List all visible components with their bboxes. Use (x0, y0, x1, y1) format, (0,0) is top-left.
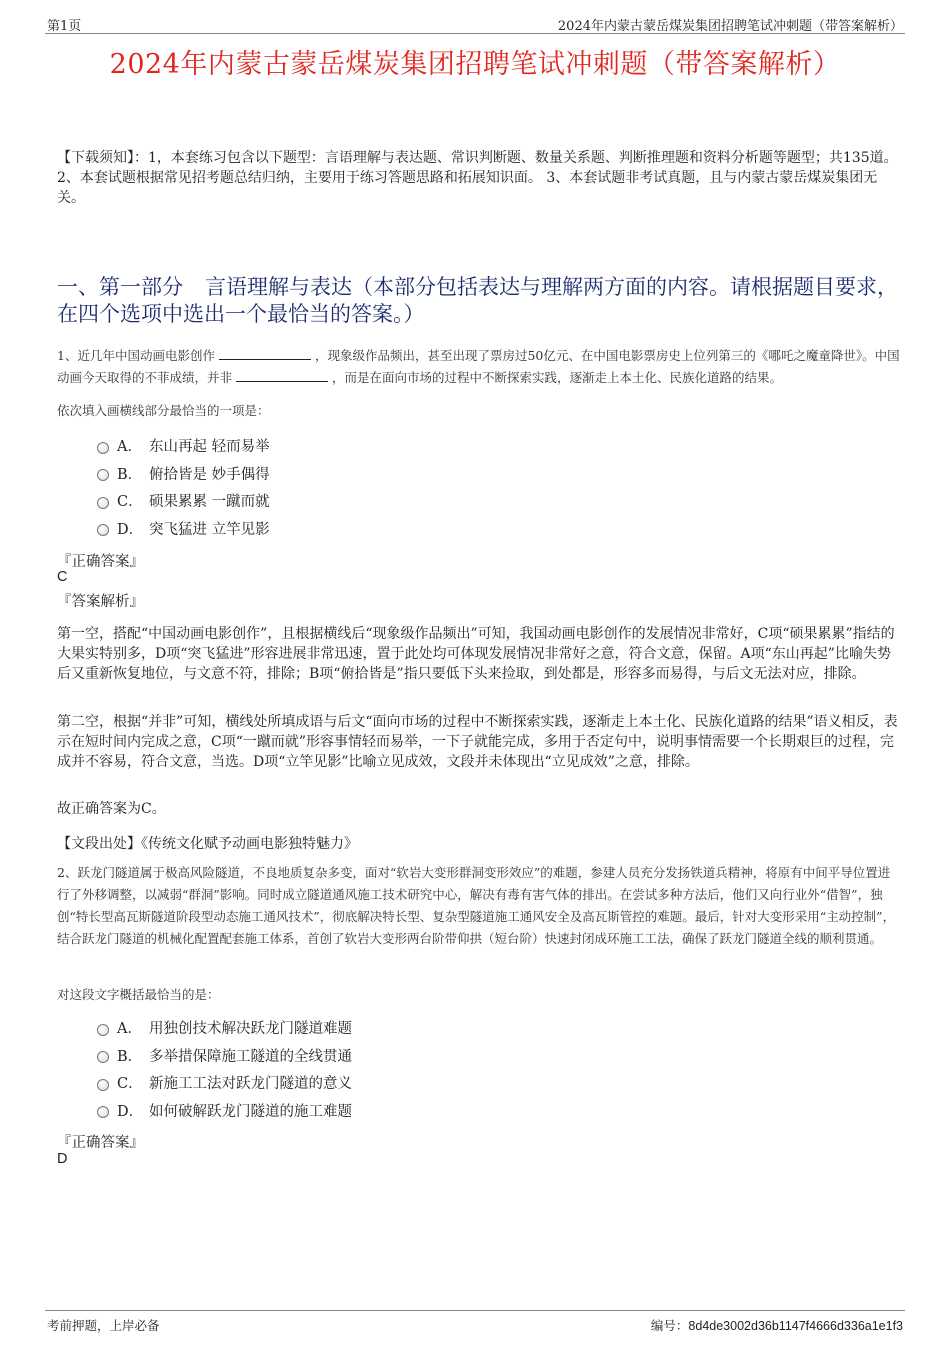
q1-option-a[interactable] (97, 432, 270, 460)
q2-answer: D (57, 1151, 68, 1167)
q1-option-c[interactable] (97, 487, 270, 515)
question-2-stem: 2、跃龙门隧道属于极高风险隧道，不良地质复杂多变，面对“软岩大变形群洞变形效应”的难题，参建人员充分发扬铁道兵精神，将原有中间平导位置进行了外移调整，以减弱“群洞”影响。同时成立隧道通风施工技术研究中心，解决有毒有害气体的排出。在尝试多种方法后，他们又向行业外“借智”，独创“特长型高瓦斯隧道阶段型动态施工通风技术”，彻底解决特长型、复杂型隧道施工通风安全及高瓦斯管控的难题。最后，针对大变形采用“主动控制”，结合跃龙门隧道的机械化配置配套施工体系，首创了软岩大变形两台阶带仰拱（短台阶）快速封闭成环施工工法，确保了跃龙门隧道全线的顺利贯通。 (57, 865, 896, 946)
q2-option-c[interactable] (97, 1069, 352, 1097)
radio-icon[interactable] (97, 1079, 109, 1091)
q2-options (97, 1014, 352, 1124)
radio-icon[interactable] (97, 524, 109, 536)
q1-conclusion: 故正确答案为C。 (57, 801, 166, 817)
option-text: 东山再起 轻而易举 (149, 439, 270, 456)
section-number: 一、第一部分 (57, 275, 183, 299)
option-text: 突飞猛进 立竿见影 (149, 521, 270, 538)
footer-slogan: 考前押题，上岸必备 (47, 1318, 160, 1333)
q2-option-a[interactable] (97, 1014, 352, 1042)
option-letter: B． (117, 466, 143, 483)
q2-option-d[interactable] (97, 1097, 352, 1125)
q1-answer: C (57, 569, 68, 585)
radio-icon[interactable] (97, 1051, 109, 1063)
footer-code-value: 8d4de3002d36b1147f4666d336a1e1f3 (688, 1319, 903, 1333)
q1-prompt: 依次填入画横线部分最恰当的一项是： (57, 403, 270, 418)
q1-options (97, 432, 270, 542)
option-letter: D． (117, 521, 144, 538)
option-letter: C． (117, 494, 143, 511)
q1-answer-label: 『正确答案』 (57, 554, 144, 570)
radio-icon[interactable] (97, 497, 109, 509)
q1-option-d[interactable] (97, 515, 270, 543)
option-text: 俯拾皆是 妙手偶得 (149, 466, 270, 483)
radio-icon[interactable] (97, 1106, 109, 1118)
radio-icon[interactable] (97, 442, 109, 454)
q2-prompt: 对这段文字概括最恰当的是： (57, 987, 220, 1002)
section-title: 言语理解与表达（本部分包括表达与理解两方面的内容。请根据题目要求，在四个选项中选出一个最恰当的答案。） (57, 275, 898, 326)
fill-blank-2 (236, 370, 328, 382)
q1-text-part-a: 1、近几年中国动画电影创作 (57, 348, 215, 363)
radio-icon[interactable] (97, 469, 109, 481)
option-letter: A． (117, 1021, 142, 1038)
document-title: 2024年内蒙古蒙岳煤炭集团招聘笔试冲刺题（带答案解析） (109, 49, 841, 80)
option-text: 新施工工法对跃龙门隧道的意义 (149, 1076, 352, 1093)
footer-code (651, 1316, 903, 1334)
page-number: 第1页 (47, 19, 82, 34)
option-text: 如何破解跃龙门隧道的施工难题 (149, 1103, 352, 1120)
header-doc-title: 2024年内蒙古蒙岳煤炭集团招聘笔试冲刺题（带答案解析） (557, 19, 903, 34)
q1-source: 【文段出处】《传统文化赋予动画电影独特魅力》 (57, 836, 358, 852)
fill-blank-1 (219, 348, 311, 360)
option-text: 用独创技术解决跃龙门隧道难题 (149, 1021, 352, 1038)
q1-analysis-paragraph-1: 第一空，搭配“中国动画电影创作”，且根据横线后“现象级作品频出”可知，我国动画电影创作的发展情况非常好，C项“硕果累累”指结的大果实特别多，D项“突飞猛进”形容进展非常迅速，置于此处均可体现发展情况非常好之意，符合文意，保留。A项“东山再起”比喻失势后又重新恢复地位，与文意不符，排除；B项“俯拾皆是”指只要低下头来捡取，到处都是，形容多而易得，与后文无法对应，排除。 (57, 626, 895, 682)
option-text: 多举措保障施工隧道的全线贯通 (149, 1048, 352, 1065)
question-1-stem (57, 345, 900, 389)
q1-text-part-c: ，而是在面向市场的过程中不断探索实践，逐渐走上本土化、民族化道路的结果。 (332, 370, 783, 385)
radio-icon[interactable] (97, 1024, 109, 1036)
q1-option-b[interactable] (97, 460, 270, 488)
page-footer (45, 1310, 905, 1332)
option-letter: A． (117, 439, 142, 456)
q2-option-b[interactable] (97, 1042, 352, 1070)
q1-text-part-b: ，现象级作品频出，甚至出现了票房过50亿元、在中国电影票房史上位列第三的《哪吒之魔童降世》。中国动画今天取得的不菲成绩，并非 (57, 348, 900, 385)
page-header (45, 14, 905, 34)
q2-answer-label: 『正确答案』 (57, 1135, 144, 1151)
option-text: 硕果累累 一蹴而就 (149, 494, 270, 511)
option-letter: C． (117, 1076, 143, 1093)
option-letter: D． (117, 1103, 144, 1120)
footer-code-label: 编号： (650, 1318, 689, 1333)
option-letter: B． (117, 1048, 143, 1065)
q1-analysis-label: 『答案解析』 (57, 594, 144, 610)
download-notice: 【下载须知】：1，本套练习包含以下题型：言语理解与表达题、常识判断题、数量关系题、判断推理题和资料分析题等题型；共135道。 2、本套试题根据常见招考题总结归纳，主要用于练习答题思路和拓展知识面。 3、本套试题非考试真题，且与内蒙古蒙岳煤炭集团无关。 (57, 150, 898, 206)
section-heading (57, 274, 900, 328)
q1-analysis-paragraph-2: 第二空，根据“并非”可知，横线处所填成语与后文“面向市场的过程中不断探索实践，逐渐走上本土化、民族化道路的结果”语义相反，表示在短时间内完成之意，C项“一蹴而就”形容事情轻而易举，一下子就能完成，多用于否定句中，说明事情需要一个长期艰巨的过程，完成并不容易，符合文意，当选。D项“立竿见影”比喻立见成效，文段并未体现出“立见成效”之意，排除。 (57, 714, 898, 770)
